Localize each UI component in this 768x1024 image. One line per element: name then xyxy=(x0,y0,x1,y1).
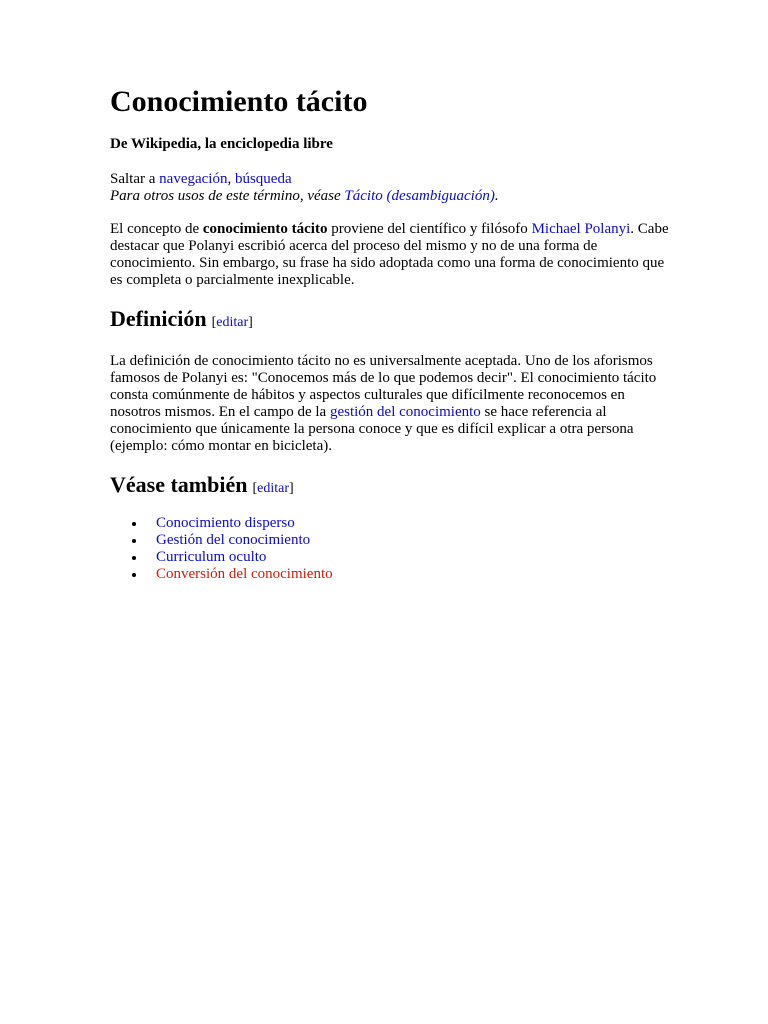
list-item xyxy=(110,566,670,583)
intro-text-1: El concepto de xyxy=(110,221,203,237)
intro-paragraph xyxy=(110,221,670,289)
search-link[interactable]: búsqueda xyxy=(234,171,292,187)
definition-edit-close: ] xyxy=(248,315,253,330)
see-also-heading-text: Véase también xyxy=(110,472,248,497)
disambiguation-link[interactable] xyxy=(344,188,494,204)
see-also-link-conversion-conocimiento[interactable]: Conversión del conocimiento xyxy=(156,566,333,582)
list-item xyxy=(110,549,670,566)
see-also-edit-section xyxy=(252,476,293,502)
intro-text-2: proviene del científico y filósofo xyxy=(327,221,532,237)
definition-heading xyxy=(110,306,670,336)
hatnote-text: Para otros usos de este término, véase xyxy=(110,188,345,204)
definition-edit-section xyxy=(212,310,253,336)
jump-separator: , xyxy=(227,171,235,187)
see-also-edit-open: [ xyxy=(252,481,258,496)
definition-paragraph xyxy=(110,353,670,455)
bullet-icon xyxy=(132,539,136,543)
page-title: Conocimiento tácito xyxy=(110,85,368,118)
jump-links xyxy=(110,171,670,188)
intro-text-3: . Cabe destacar que Polanyi escribió acerca del proceso del mismo y no de una forma de conocimiento. Sin embargo, su frase ha sido adoptada como una forma de conocimiento que es completa o parcialmente inexplicable. xyxy=(110,221,669,288)
definition-heading-text: Definición xyxy=(110,306,207,331)
hatnote xyxy=(110,188,670,205)
definition-text-2: se hace referencia al conocimiento que únicamente la persona conoce y que es difícil explicar a otra persona (ejemplo: cómo montar en bicicleta). xyxy=(110,404,634,454)
definition-edit-open: [ xyxy=(211,315,217,330)
bullet-icon xyxy=(132,573,136,577)
see-also-heading xyxy=(110,472,670,502)
see-also-link-gestion-conocimiento[interactable]: Gestión del conocimiento xyxy=(156,532,311,548)
article-content xyxy=(110,84,670,583)
navigation-link[interactable]: navegación xyxy=(159,171,228,187)
definition-edit-link[interactable]: editar xyxy=(216,315,249,330)
hatnote-suffix: . xyxy=(494,188,499,204)
see-also-list xyxy=(110,515,670,583)
see-also-edit-link[interactable]: editar xyxy=(257,481,290,496)
see-also-link-conocimiento-disperso[interactable]: Conocimiento disperso xyxy=(156,515,295,531)
see-also-edit-close: ] xyxy=(289,481,294,496)
list-item xyxy=(110,532,670,549)
gestion-conocimiento-link[interactable]: gestión del conocimiento xyxy=(329,404,481,420)
disambiguation-link-text: Tácito (desambiguación) xyxy=(344,188,495,204)
intro-bold-term: conocimiento tácito xyxy=(202,221,328,237)
bullet-icon xyxy=(132,522,136,526)
jump-prefix: Saltar a xyxy=(110,171,160,187)
bullet-icon xyxy=(132,556,136,560)
michael-polanyi-link[interactable]: Michael Polanyi xyxy=(531,221,631,237)
site-subtitle: De Wikipedia, la enciclopedia libre xyxy=(110,136,333,152)
list-item xyxy=(110,515,670,532)
see-also-link-curriculum-oculto[interactable]: Curriculum oculto xyxy=(156,549,267,565)
definition-text-1: La definición de conocimiento tácito no es universalmente aceptada. Uno de los aforismos famosos de Polanyi es: "Conocemos más de lo que podemos decir". El conocimiento tácito consta comúnmente de hábitos y aspectos culturales que difícilmente reconocemos en nosotros mismos. En el campo de la xyxy=(110,353,657,420)
